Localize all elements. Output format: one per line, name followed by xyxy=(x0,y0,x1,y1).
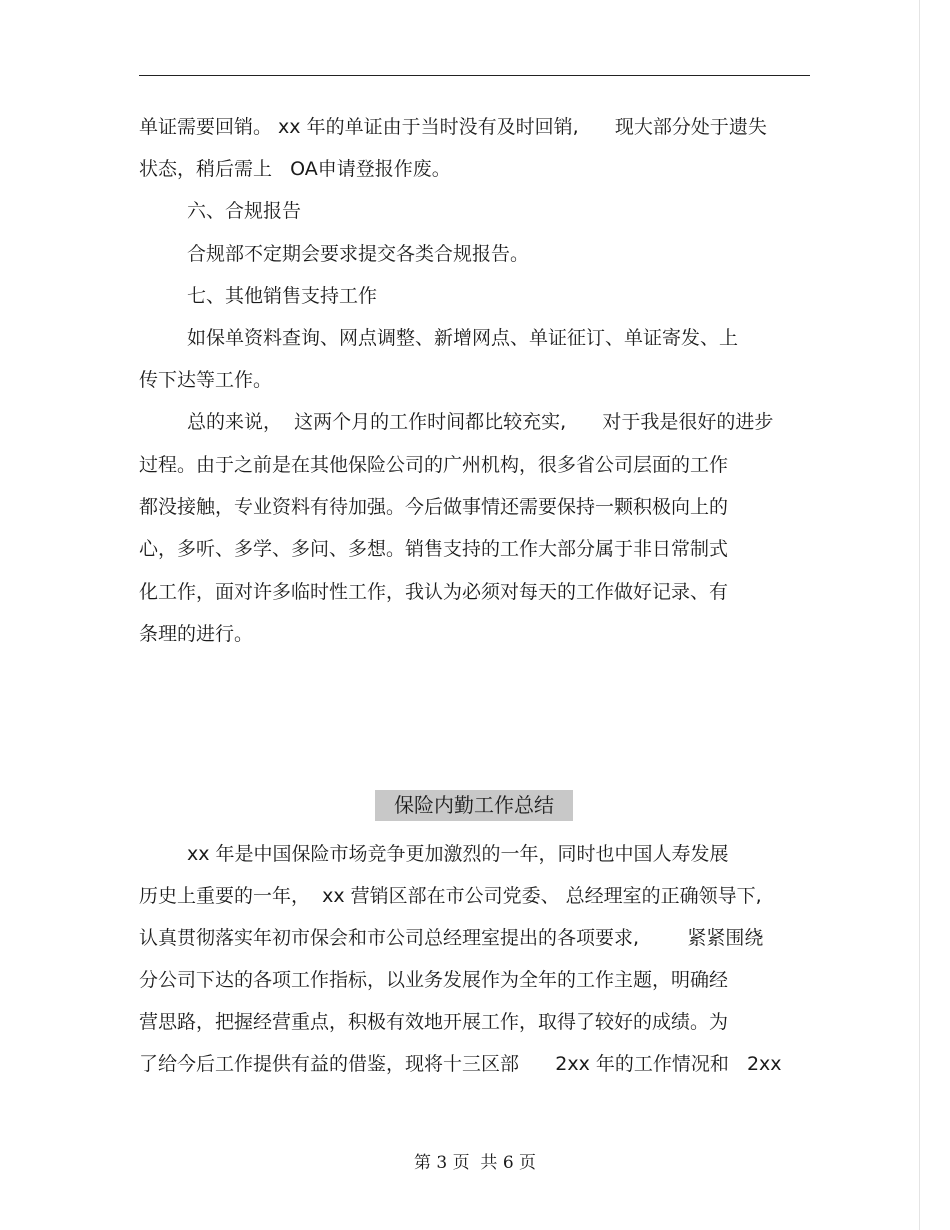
paragraph-line: 认真贯彻落实年初市保会和市公司总经理室提出的各项要求, 紧紧围绕 xyxy=(139,927,764,949)
current-page-number: 3 xyxy=(436,1153,448,1173)
paragraph-line: 合规部不定期会要求提交各类合规报告。 xyxy=(187,243,530,265)
paragraph-line: xx 年是中国保险市场竞争更加激烈的一年，同时也中国人寿发展 xyxy=(187,843,729,865)
section-heading: 七、其他销售支持工作 xyxy=(187,285,378,307)
total-page-number: 6 xyxy=(502,1153,514,1173)
paragraph-line: 状态，稍后需上 OA申请登报作废。 xyxy=(139,158,451,180)
paragraph-line: 单证需要回销。 xx 年的单证由于当时没有及时回销, 现大部分处于遗失 xyxy=(139,116,767,138)
paragraph-line: 心，多听、多学、多问、多想。销售支持的工作大部分属于非日常制式 xyxy=(139,538,729,560)
document-title: 保险内勤工作总结 xyxy=(375,790,573,821)
paragraph-line: 分公司下达的各项工作指标，以业务发展作为全年的工作主题，明确经 xyxy=(139,969,729,991)
paragraph-line: 化工作，面对许多临时性工作，我认为必须对每天的工作做好记录、有 xyxy=(139,581,729,603)
footer-prefix: 第 xyxy=(413,1153,431,1173)
paragraph-line: 总的来说， 这两个月的工作时间都比较充实, 对于我是很好的进步 xyxy=(187,411,774,433)
paragraph-line: 传下达等工作。 xyxy=(139,369,273,391)
header-rule xyxy=(139,75,810,76)
paragraph-line: 历史上重要的一年， xx 营销区部在市公司党委、 总经理室的正确领导下, xyxy=(139,885,762,907)
footer-middle: 页 共 xyxy=(452,1153,498,1173)
paragraph-line: 如保单资料查询、网点调整、新增网点、单证征订、单证寄发、上 xyxy=(187,327,739,349)
paragraph-line: 都没接触，专业资料有待加强。今后做事情还需要保持一颗积极向上的 xyxy=(139,496,729,518)
footer-suffix: 页 xyxy=(519,1153,537,1173)
paragraph-line: 条理的进行。 xyxy=(139,623,254,645)
page-edge-divider xyxy=(919,0,920,1230)
paragraph-line: 过程。由于之前是在其他保险公司的广州机构，很多省公司层面的工作 xyxy=(139,454,729,476)
paragraph-line: 了给今后工作提供有益的借鉴，现将十三区部 2xx 年的工作情况和 2xx xyxy=(139,1053,782,1075)
page-footer xyxy=(0,1151,950,1175)
paragraph-line: 营思路，把握经营重点，积极有效地开展工作，取得了较好的成绩。为 xyxy=(139,1011,729,1033)
section-heading: 六、合规报告 xyxy=(187,200,302,222)
